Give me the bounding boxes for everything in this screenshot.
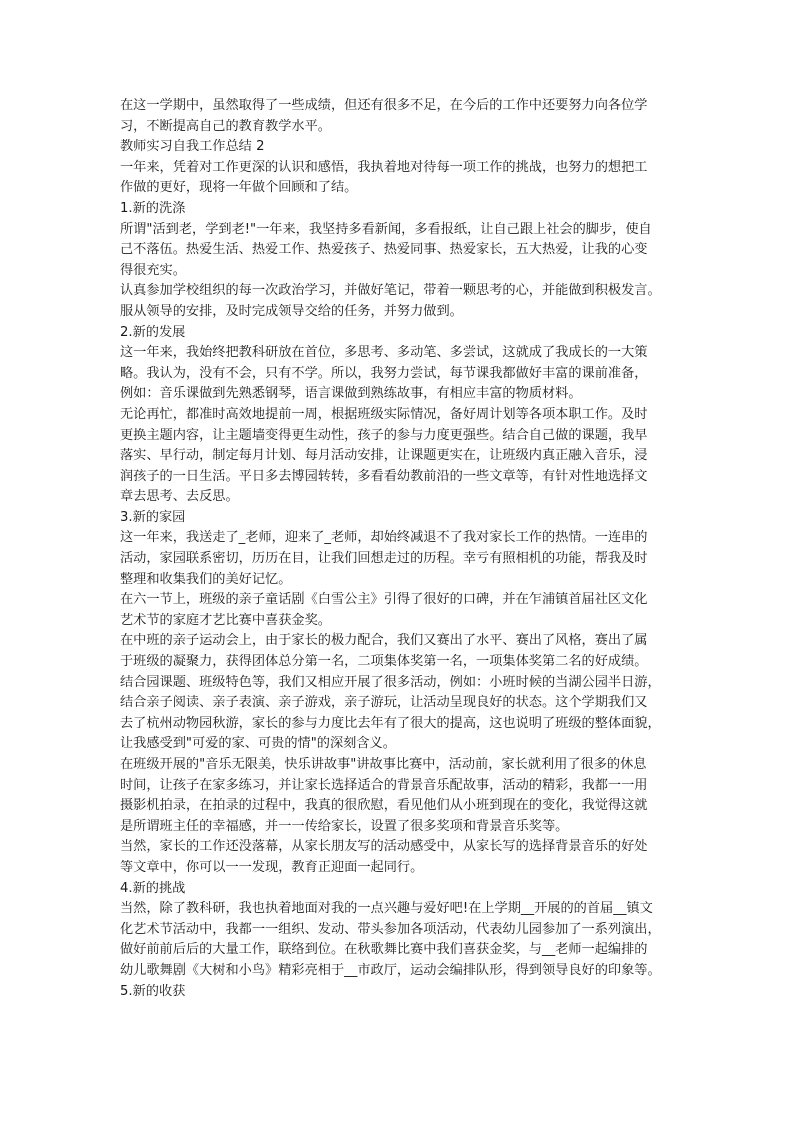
- paragraph-line: 服从领导的安排，及时完成领导交给的任务，并努力做到。: [120, 303, 463, 319]
- paragraph-line: 活动，家园联系密切，历历在目，让我们回想走过的历程。幸亏有照相机的功能，帮我及时: [120, 551, 648, 567]
- paragraph-line: 艺术节的家庭才艺比赛中喜获金奖。: [120, 612, 331, 628]
- paragraph-line: 时间，让孩子在家多练习，并让家长选择适合的背景音乐配故事，活动的精彩，我都一一用: [120, 777, 648, 793]
- paragraph-line: 作做的更好，现将一年做个回顾和了结。: [120, 180, 358, 196]
- paragraph-line: 章去思考、去反思。: [120, 489, 239, 505]
- paragraph-line: 更换主题内容，让主题墙变得更生动性，孩子的参与力度更强些。结合自己做的课题，我早: [120, 427, 648, 443]
- paragraph-line: 摄影机拍录，在拍录的过程中，我真的很欣慰，看见他们从小班到现在的变化，我觉得这就: [120, 798, 648, 814]
- paragraph-line: 化艺术节活动中，我都一一组织、发动、带头参加各项活动，代表幼儿园参加了一系列演出，: [120, 921, 661, 937]
- paragraph-line: 润孩子的一日生活。平日多去博园转转，多看看幼教前沿的一些文章等，有针对性地选择文: [120, 468, 648, 484]
- section-heading: 2.新的发展: [120, 324, 186, 340]
- section-title: 教师实习自我工作总结 2: [120, 139, 265, 155]
- paragraph-line: 于班级的凝聚力，获得团体总分第一名，二项集体奖第一名，一项集体奖第二名的好成绩。: [120, 654, 648, 670]
- paragraph-line: 当然，家长的工作还没落幕，从家长朋友写的活动感受中，从家长写的选择背景音乐的好处: [120, 839, 648, 855]
- paragraph-line: 这一年来，我送走了_老师，迎来了_老师，却始终减退不了我对家长工作的热情。一连串的: [120, 530, 648, 546]
- paragraph-line: 认真参加学校组织的每一次政治学习，并做好笔记，带着一颗思考的心，并能做到积极发言。: [120, 283, 661, 299]
- paragraph-line: 例如：音乐课做到先熟悉钢琴，语言课做到熟练故事，有相应丰富的物质材料。: [120, 386, 582, 402]
- paragraph-line: 结合亲子阅读、亲子表演、亲子游戏，亲子游玩，让活动呈现良好的状态。这个学期我们又: [120, 695, 648, 711]
- paragraph-line: 当然，除了教科研，我也执着地面对我的一点兴趣与爱好吧!在上学期__开展的的首届__镇文: [120, 901, 653, 917]
- paragraph-line: 己不落伍。热爱生活、热爱工作、热爱孩子、热爱同事、热爱家长，五大热爱，让我的心变: [120, 242, 648, 258]
- paragraph-line: 习，不断提高自己的教育教学水平。: [120, 118, 331, 134]
- paragraph-line: 一年来，凭着对工作更深的认识和感悟，我执着地对待每一项工作的挑战，也努力的想把工: [120, 159, 648, 175]
- paragraph-line: 在班级开展的"音乐无限美，快乐讲故事"讲故事比赛中，活动前，家长就利用了很多的休息: [120, 757, 647, 772]
- paragraph-line: 做好前前后后的大量工作，联络到位。在秋歌舞比赛中我们喜获金奖，与__老师一起编排的: [120, 942, 648, 958]
- paragraph-line: 幼儿歌舞剧《大树和小鸟》精彩亮相于__市政厅，运动会编排队形，得到领导良好的印象等。: [120, 962, 661, 978]
- paragraph-line: 是所谓班主任的幸福感，并一一传给家长，设置了很多奖项和背景音乐奖等。: [120, 818, 569, 834]
- paragraph-line: 无论再忙，都准时高效地提前一周，根据班级实际情况，备好周计划等各项本职工作。及时: [120, 406, 648, 422]
- document-body: [120, 96, 676, 1002]
- paragraph-line: 等文章中，你可以一一发现，教育正迎面一起同行。: [120, 859, 424, 875]
- section-heading: 5.新的收获: [120, 983, 186, 999]
- paragraph-line: 略。我认为，没有不会，只有不学。所以，我努力尝试，每节课我都做好丰富的课前准备，: [120, 365, 648, 381]
- paragraph-line: 结合园课题、班级特色等，我们又相应开展了很多活动，例如：小班时候的当湖公园半日游，: [120, 674, 661, 690]
- paragraph-line: 在中班的亲子运动会上，由于家长的极力配合，我们又赛出了水平、赛出了风格，赛出了属: [120, 633, 648, 649]
- section-heading: 3.新的家园: [120, 509, 186, 525]
- paragraph-line: 让我感受到"可爱的家、可贵的情"的深刻含义。: [120, 736, 396, 752]
- paragraph-line: 所谓"活到老，学到老!"一年来，我坚持多看新闻，多看报纸，让自己跟上社会的脚步，使自: [120, 221, 652, 237]
- paragraph-line: 这一年来，我始终把教科研放在首位，多思考、多动笔、多尝试，这就成了我成长的一大策: [120, 345, 648, 361]
- paragraph-line: 在六一节上，班级的亲子童话剧《白雪公主》引得了很好的口碑，并在乍浦镇首届社区文化: [120, 592, 648, 608]
- paragraph-line: 整理和收集我们的美好记忆。: [120, 571, 292, 587]
- paragraph-line: 得很充实。: [120, 262, 186, 278]
- section-heading: 4.新的挑战: [120, 880, 186, 896]
- section-heading: 1.新的洗涤: [120, 200, 186, 216]
- paragraph-line: 落实、早行动，制定每月计划、每月活动安排，让课题更实在，让班级内真正融入音乐，浸: [120, 448, 648, 464]
- paragraph-line: 在这一学期中，虽然取得了一些成绩，但还有很多不足，在今后的工作中还要努力向各位学: [120, 98, 648, 113]
- paragraph-line: 去了杭州动物园秋游，家长的参与力度比去年有了很大的提高，这也说明了班级的整体面貌，: [120, 715, 661, 731]
